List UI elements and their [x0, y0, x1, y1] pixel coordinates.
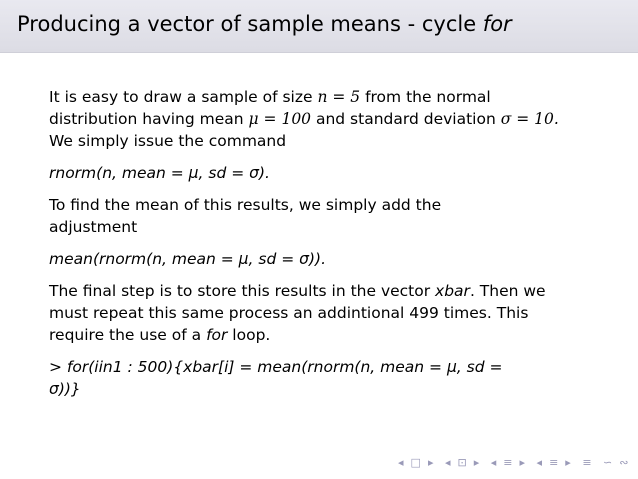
text: To find the mean of this results, we simply add the: [49, 196, 442, 214]
nav-prev-subsection-icon[interactable]: ◂: [536, 456, 544, 469]
math-mu: μ = 100: [248, 110, 312, 128]
command-rnorm: rnorm(n, mean = μ, sd = σ).: [49, 164, 270, 182]
text: The final step is to store this results in the vector: [49, 282, 436, 300]
text: and standard deviation: [311, 110, 501, 128]
nav-next-subsection-icon[interactable]: ▸: [565, 456, 572, 469]
text: distribution having mean: [49, 110, 249, 128]
text: It is easy to draw a sample of size: [49, 88, 318, 106]
slide-body: [49, 86, 609, 410]
text: require the use of a: [49, 326, 207, 344]
text: from the normal: [360, 88, 491, 106]
paragraph-mean: [49, 194, 609, 238]
nav-toc-icon[interactable]: ≡: [582, 456, 593, 469]
nav-frame-icon[interactable]: □: [410, 456, 422, 469]
math-sigma: σ = 10.: [500, 110, 559, 128]
code-line: σ))}: [49, 380, 81, 398]
nav-sub-icon[interactable]: ⊡: [457, 456, 468, 469]
text: . Then we: [469, 282, 546, 300]
slide-title-for: for: [482, 12, 512, 36]
nav-prev-sub-icon[interactable]: ◂: [444, 456, 452, 469]
var-xbar: xbar: [435, 282, 470, 300]
nav-prev-frame-icon[interactable]: ◂: [398, 456, 405, 469]
slide-title: [17, 12, 512, 36]
text: must repeat this same process an addintional 499 times. This: [49, 304, 529, 322]
nav-search-icon[interactable]: ∾: [619, 456, 630, 469]
nav-next-frame-icon[interactable]: ▸: [427, 456, 435, 469]
command-mean-rnorm: mean(rnorm(n, mean = μ, sd = σ)).: [49, 250, 326, 268]
nav-subsection-icon[interactable]: ≡: [549, 456, 560, 469]
code-line: > for(iin1 : 500){xbar[i] = mean(rnorm(n, mean = μ, sd =: [49, 358, 503, 376]
paragraph-store: [49, 280, 609, 346]
nav-prev-section-icon[interactable]: ◂: [490, 456, 498, 469]
text: We simply issue the command: [49, 132, 287, 150]
text: loop.: [227, 326, 271, 344]
slide-title-text: Producing a vector of sample means - cycle: [17, 12, 483, 36]
nav-back-icon[interactable]: ∽: [603, 456, 614, 469]
beamer-nav-bar: [398, 456, 635, 469]
keyword-for: for: [206, 326, 228, 344]
command-for-loop: [49, 356, 609, 400]
text: adjustment: [49, 218, 138, 236]
title-bar: [0, 0, 638, 53]
nav-next-sub-icon[interactable]: ▸: [473, 456, 481, 469]
nav-section-icon[interactable]: ≡: [503, 456, 514, 469]
paragraph-intro: [49, 86, 609, 152]
math-n: n = 5: [317, 88, 361, 106]
nav-next-section-icon[interactable]: ▸: [519, 456, 527, 469]
